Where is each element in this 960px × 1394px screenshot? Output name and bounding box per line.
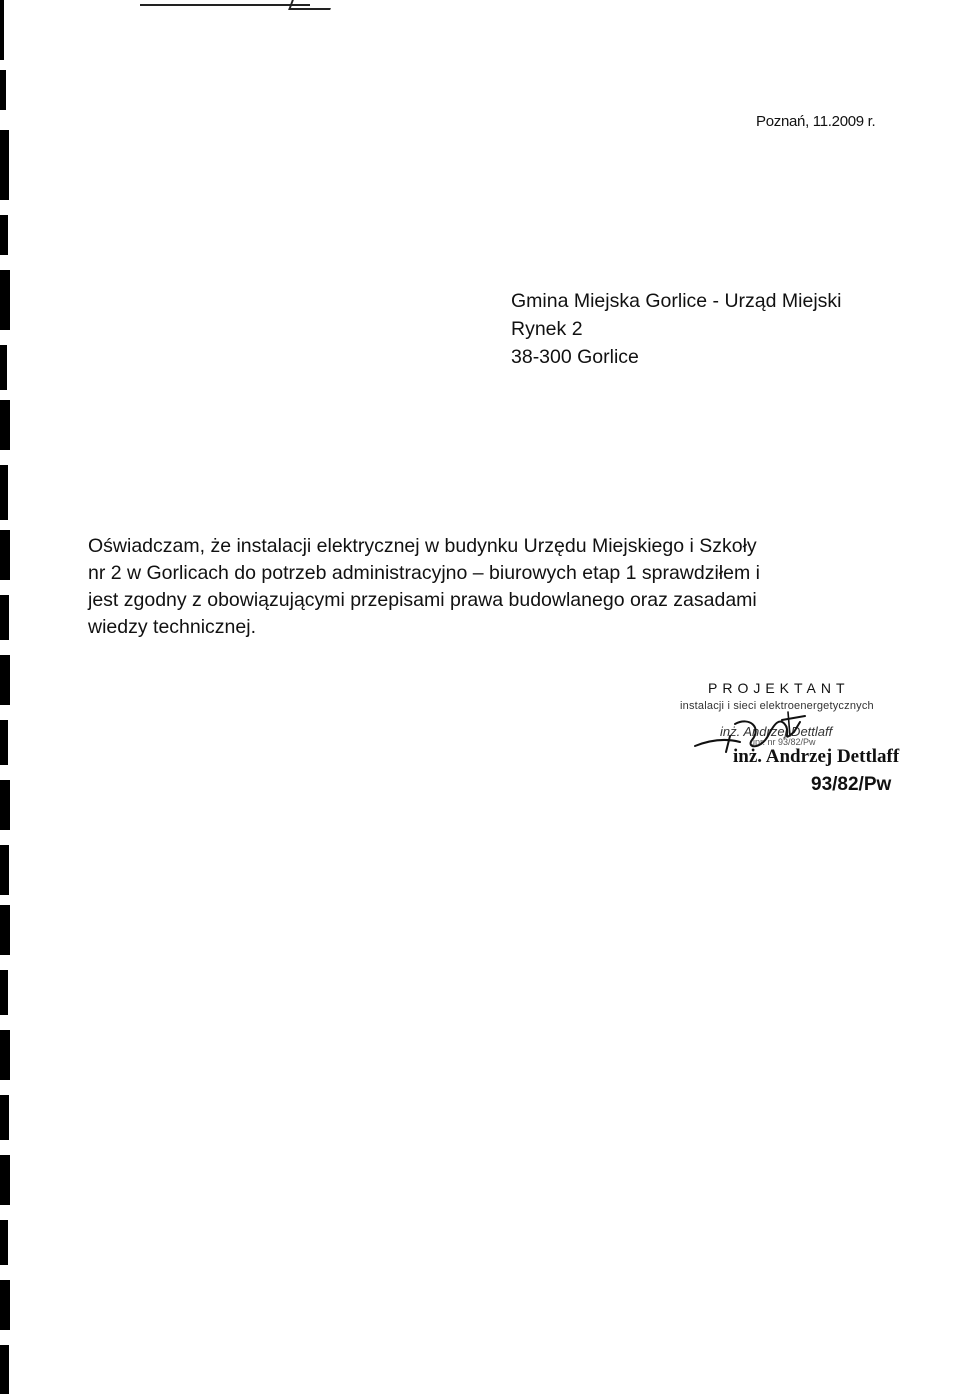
- addressee-block: [511, 287, 841, 371]
- addressee-line-3: 38-300 Gorlice: [511, 346, 639, 368]
- signer-license-number: 93/82/Pw: [811, 774, 892, 795]
- signer-name: inż. Andrzej Dettlaff: [733, 746, 900, 767]
- stamp-license: upr. nr 93/82/Pw: [750, 737, 816, 747]
- statement-body: [88, 533, 878, 641]
- binding-edge: [0, 0, 14, 1394]
- statement-line: jest zgodny z obowiązującymi przepisami prawa budowlanego oraz zasadami: [88, 589, 757, 611]
- designer-stamp: [680, 680, 920, 800]
- document-date: Poznań, 11.2009 r.: [756, 113, 876, 130]
- stamp-subtitle: instalacji i sieci elektroenergetycznych: [680, 700, 874, 712]
- statement-line: wiedzy technicznej.: [88, 616, 256, 638]
- stamp-name: inż. Andrzej Dettlaff: [720, 724, 833, 739]
- statement-line: Oświadczam, że instalacji elektrycznej w budynku Urzędu Miejskiego i Szkoły: [88, 535, 757, 557]
- scan-artifact-line: [140, 4, 310, 6]
- addressee-line-2: Rynek 2: [511, 318, 583, 340]
- stamp-title: PROJEKTANT: [708, 680, 850, 696]
- statement-line: nr 2 w Gorlicach do potrzeb administracyjno – biurowych etap 1 sprawdziłem i: [88, 562, 760, 584]
- addressee-line-1: Gmina Miejska Gorlice - Urząd Miejski: [511, 290, 842, 312]
- scan-artifact-mark: [288, 0, 334, 10]
